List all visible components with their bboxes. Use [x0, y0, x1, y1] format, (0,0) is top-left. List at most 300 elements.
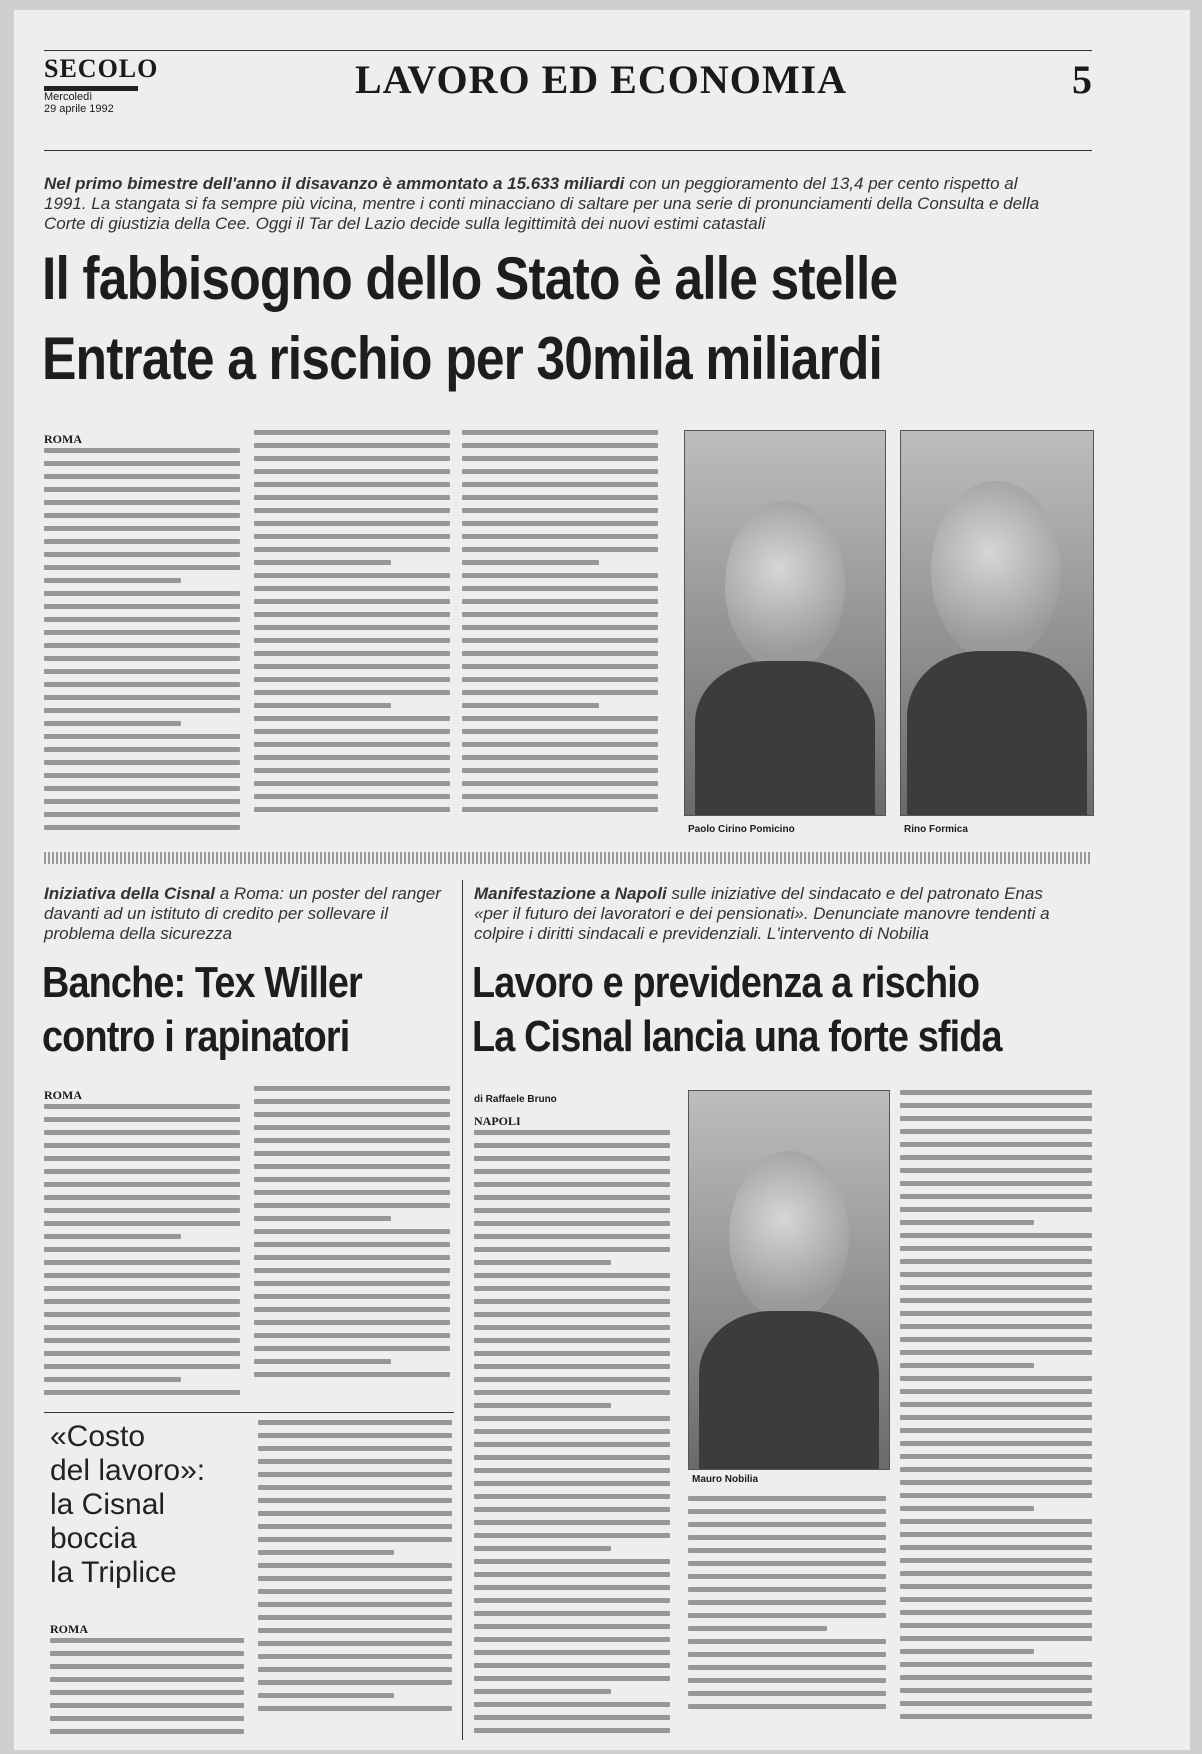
body-text-line: [688, 1665, 886, 1670]
body-text-line: [474, 1650, 670, 1655]
body-text-line: [44, 1364, 240, 1369]
body-text-line: [254, 690, 450, 695]
body-text-line: [44, 760, 240, 765]
body-text-line: [474, 1546, 611, 1551]
body-text-line: [474, 1702, 670, 1707]
right-headline-line1: Lavoro e previdenza a rischio: [472, 958, 980, 1007]
body-text-line: [900, 1207, 1092, 1212]
body-text-line: [462, 638, 658, 643]
body-text-line: [462, 716, 658, 721]
body-text-line: [50, 1664, 244, 1669]
body-text-line: [258, 1537, 452, 1542]
body-text-line: [44, 617, 240, 622]
body-text-line: [474, 1442, 670, 1447]
body-text-line: [50, 1729, 244, 1734]
body-text-line: [44, 1377, 181, 1382]
body-text-line: [254, 1138, 450, 1143]
body-text-line: [44, 799, 240, 804]
body-text-line: [474, 1403, 611, 1408]
body-text-line: [44, 1195, 240, 1200]
body-text-line: [258, 1680, 452, 1685]
body-text-line: [44, 1208, 240, 1213]
body-text-line: [44, 656, 240, 661]
body-text-line: [462, 508, 658, 513]
right-kicker-bold: Manifestazione a Napoli: [474, 884, 667, 903]
body-text-line: [258, 1654, 452, 1659]
portrait-face: [931, 481, 1061, 661]
body-text-line: [44, 825, 240, 830]
body-text-line: [688, 1652, 886, 1657]
body-text-line: [688, 1691, 886, 1696]
body-text-line: [44, 1312, 240, 1317]
body-text-line: [900, 1402, 1092, 1407]
body-text-line: [254, 521, 450, 526]
body-text-line: [474, 1533, 670, 1538]
body-text-line: [44, 474, 240, 479]
body-text-line: [462, 742, 658, 747]
body-text-line: [474, 1286, 670, 1291]
body-text-line: [258, 1693, 394, 1698]
body-text-line: [474, 1676, 670, 1681]
body-text-line: [44, 734, 240, 739]
body-text-line: [254, 1268, 450, 1273]
section-divider: [44, 852, 1092, 864]
body-text-line: [44, 513, 240, 518]
body-text-line: [900, 1493, 1092, 1498]
body-text-line: [474, 1351, 670, 1356]
photo-nobilia: [688, 1090, 890, 1470]
body-text-line: [462, 469, 658, 474]
body-text-line: [254, 1255, 450, 1260]
body-text-line: [44, 1130, 240, 1135]
body-text-line: [900, 1090, 1092, 1095]
body-text-line: [462, 690, 658, 695]
body-text-line: [474, 1195, 670, 1200]
body-text-line: [900, 1454, 1092, 1459]
body-text-line: [44, 786, 240, 791]
body-text-line: [688, 1548, 886, 1553]
body-text-line: [254, 1281, 450, 1286]
body-text-line: [254, 1242, 450, 1247]
body-text-line: [900, 1662, 1092, 1667]
body-text-line: [44, 812, 240, 817]
body-text-line: [254, 729, 450, 734]
body-text-line: [474, 1169, 670, 1174]
body-text-line: [254, 1190, 450, 1195]
body-text-line: [254, 1229, 450, 1234]
photo-pomicino: [684, 430, 886, 816]
body-text-line: [44, 747, 240, 752]
photo-caption-formica: Rino Formica: [904, 824, 968, 835]
body-text-line: [254, 1216, 391, 1221]
body-text-line: [254, 1125, 450, 1130]
body-text-line: [254, 1346, 450, 1351]
body-text-line: [258, 1511, 452, 1516]
body-text-line: [254, 469, 450, 474]
right-story-column-1: [474, 1112, 670, 1742]
body-text-line: [900, 1129, 1092, 1134]
sidebar-headline-line: la Triplice: [50, 1556, 177, 1589]
sidebar-dateline: ROMA: [50, 1622, 88, 1636]
body-text-line: [900, 1532, 1092, 1537]
sidebar-headline-line: boccia: [50, 1522, 137, 1555]
body-text-line: [254, 755, 450, 760]
body-text-line: [44, 630, 240, 635]
body-text-line: [44, 526, 240, 531]
body-text-line: [474, 1507, 670, 1512]
photo-caption-pomicino: Paolo Cirino Pomicino: [688, 824, 795, 835]
left-headline-line1: Banche: Tex Willer: [42, 958, 362, 1007]
body-text-line: [900, 1116, 1092, 1121]
body-text-line: [474, 1715, 670, 1720]
body-text-line: [474, 1468, 670, 1473]
body-text-line: [44, 591, 240, 596]
left-kicker-bold: Iniziativa della Cisnal: [44, 884, 216, 903]
body-text-line: [900, 1350, 1092, 1355]
body-text-line: [462, 807, 658, 812]
body-text-line: [474, 1429, 670, 1434]
body-text-line: [50, 1651, 244, 1656]
sidebar-headline-line: la Cisnal: [50, 1488, 166, 1521]
body-text-line: [900, 1376, 1092, 1381]
body-text-line: [900, 1571, 1092, 1576]
left-story-dateline: ROMA: [44, 1088, 82, 1102]
body-text-line: [900, 1103, 1092, 1108]
right-byline: di Raffaele Bruno: [474, 1094, 557, 1105]
body-text-line: [900, 1467, 1092, 1472]
body-text-line: [44, 539, 240, 544]
body-text-line: [44, 1260, 240, 1265]
body-text-line: [900, 1623, 1092, 1628]
body-text-line: [254, 1203, 450, 1208]
body-text-line: [462, 781, 658, 786]
body-text-line: [258, 1641, 452, 1646]
portrait-face: [729, 1151, 849, 1321]
body-text-line: [44, 773, 240, 778]
body-text-line: [688, 1496, 886, 1501]
body-text-line: [900, 1311, 1092, 1316]
body-text-line: [44, 1234, 181, 1239]
body-text-line: [900, 1181, 1092, 1186]
body-text-line: [50, 1638, 244, 1643]
body-text-line: [474, 1130, 670, 1135]
body-text-line: [474, 1598, 670, 1603]
body-text-line: [900, 1389, 1092, 1394]
body-text-line: [900, 1155, 1092, 1160]
body-text-line: [474, 1156, 670, 1161]
body-text-line: [474, 1481, 670, 1486]
body-text-line: [900, 1363, 1034, 1368]
body-text-line: [474, 1520, 670, 1525]
body-text-line: [900, 1220, 1034, 1225]
body-text-line: [462, 703, 599, 708]
sidebar-top-rule: [44, 1412, 454, 1413]
right-headline-line2: La Cisnal lancia una forte sfida: [472, 1012, 1002, 1061]
body-text-line: [900, 1324, 1092, 1329]
body-text-line: [44, 1338, 240, 1343]
body-text-line: [258, 1472, 452, 1477]
body-text-line: [474, 1234, 670, 1239]
body-text-line: [254, 1372, 450, 1377]
body-text-line: [688, 1509, 886, 1514]
body-text-line: [462, 430, 658, 435]
body-text-line: [258, 1498, 452, 1503]
body-text-line: [688, 1522, 886, 1527]
left-kicker-text: a Roma: un poster del ranger davanti ad un istituto di credito per sollevare il problema della sicurezza: [44, 884, 441, 943]
body-text-line: [44, 682, 240, 687]
body-text-line: [462, 729, 658, 734]
body-text-line: [474, 1624, 670, 1629]
body-text-line: [254, 1294, 450, 1299]
sidebar-headline-line: «Costo: [50, 1420, 146, 1453]
body-text-line: [254, 768, 450, 773]
body-text-line: [254, 443, 450, 448]
top-story-column-2: [254, 430, 450, 840]
section-title: LAVORO ED ECONOMIA: [354, 57, 848, 102]
body-text-line: [258, 1706, 452, 1711]
body-text-line: [44, 1390, 240, 1395]
body-text-line: [474, 1143, 670, 1148]
body-text-line: [474, 1455, 670, 1460]
body-text-line: [254, 495, 450, 500]
body-text-line: [258, 1446, 452, 1451]
top-kicker: [44, 174, 1054, 234]
photo-formica: [900, 430, 1094, 816]
body-text-line: [258, 1550, 394, 1555]
body-text-line: [50, 1690, 244, 1695]
portrait-suit: [699, 1311, 879, 1469]
body-text-line: [44, 1286, 240, 1291]
body-text-line: [258, 1459, 452, 1464]
body-text-line: [44, 1247, 240, 1252]
body-text-line: [688, 1704, 886, 1709]
body-text-line: [254, 599, 450, 604]
left-story-column-2: [254, 1086, 450, 1400]
body-text-line: [254, 1112, 450, 1117]
body-text-line: [474, 1494, 670, 1499]
body-text-line: [254, 664, 450, 669]
body-text-line: [254, 547, 450, 552]
body-text-line: [44, 1117, 240, 1122]
masthead-day: Mercoledì: [44, 91, 93, 103]
body-text-line: [254, 703, 391, 708]
portrait-suit: [907, 651, 1087, 815]
body-text-line: [900, 1545, 1092, 1550]
body-text-line: [462, 534, 658, 539]
body-text-line: [254, 573, 450, 578]
body-text-line: [50, 1703, 244, 1708]
body-text-line: [462, 456, 658, 461]
body-text-line: [254, 1086, 450, 1091]
body-text-line: [474, 1182, 670, 1187]
body-text-line: [462, 625, 658, 630]
body-text-line: [688, 1561, 886, 1566]
body-text-line: [44, 695, 240, 700]
body-text-line: [258, 1667, 452, 1672]
body-text-line: [258, 1576, 452, 1581]
body-text-line: [44, 1221, 240, 1226]
body-text-line: [688, 1600, 886, 1605]
portrait-suit: [695, 661, 875, 815]
body-text-line: [258, 1589, 452, 1594]
body-text-line: [258, 1615, 452, 1620]
body-text-line: [258, 1485, 452, 1490]
body-text-line: [44, 487, 240, 492]
body-text-line: [254, 1359, 391, 1364]
right-kicker-text: sulle iniziative del sindacato e del patronato Enas «per il futuro dei lavoratori e dei pensionati». Denunciate manovre tendenti a colpire i diritti sindacali e previdenziali. L'intervento di Nobilia: [474, 884, 1050, 943]
body-text-line: [462, 755, 658, 760]
body-text-line: [462, 664, 658, 669]
body-text-line: [254, 1164, 450, 1169]
body-text-line: [254, 677, 450, 682]
body-text-line: [900, 1584, 1092, 1589]
body-text-line: [44, 1156, 240, 1161]
body-text-line: [44, 643, 240, 648]
body-text-line: [258, 1628, 452, 1633]
body-text-line: [688, 1639, 886, 1644]
body-text-line: [900, 1597, 1092, 1602]
body-text-line: [462, 794, 658, 799]
body-text-line: [474, 1325, 670, 1330]
body-text-line: [900, 1688, 1092, 1693]
body-text-line: [900, 1519, 1092, 1524]
body-text-line: [900, 1610, 1092, 1615]
body-text-line: [688, 1678, 886, 1683]
body-text-line: [462, 586, 658, 591]
body-text-line: [254, 508, 450, 513]
body-text-line: [474, 1728, 670, 1733]
body-text-line: [474, 1377, 670, 1382]
body-text-line: [254, 781, 450, 786]
right-story-column-2: [688, 1496, 886, 1742]
body-text-line: [474, 1299, 670, 1304]
body-text-line: [462, 495, 658, 500]
body-text-line: [462, 651, 658, 656]
left-story-column-1: [44, 1086, 240, 1400]
body-text-line: [462, 560, 599, 565]
body-text-line: [474, 1221, 670, 1226]
sidebar-column-1: [50, 1620, 244, 1740]
body-text-line: [44, 578, 181, 583]
body-text-line: [900, 1701, 1092, 1706]
sidebar-column-2: [258, 1420, 452, 1740]
body-text-line: [900, 1142, 1092, 1147]
top-story-column-1: [44, 430, 240, 840]
body-text-line: [254, 807, 450, 812]
body-text-line: [50, 1716, 244, 1721]
left-kicker: [44, 884, 444, 944]
body-text-line: [254, 638, 450, 643]
left-headline-line2: contro i rapinatori: [42, 1012, 350, 1061]
body-text-line: [900, 1194, 1092, 1199]
body-text-line: [44, 669, 240, 674]
body-text-line: [254, 651, 450, 656]
body-text-line: [254, 1307, 450, 1312]
body-text-line: [900, 1246, 1092, 1251]
body-text-line: [44, 721, 181, 726]
body-text-line: [474, 1611, 670, 1616]
body-text-line: [462, 677, 658, 682]
body-text-line: [50, 1677, 244, 1682]
top-headline-line2: Entrate a rischio per 30mila miliardi: [42, 325, 882, 392]
body-text-line: [254, 716, 450, 721]
body-text-line: [44, 448, 240, 453]
masthead-date: 29 aprile 1992: [44, 103, 114, 115]
photo-caption-nobilia: Mauro Nobilia: [692, 1474, 759, 1485]
body-text-line: [258, 1433, 452, 1438]
body-text-line: [688, 1587, 886, 1592]
body-text-line: [900, 1285, 1092, 1290]
body-text-line: [254, 1177, 450, 1182]
body-text-line: [44, 1273, 240, 1278]
body-text-line: [44, 461, 240, 466]
header-bottom-rule: [44, 150, 1092, 151]
body-text-line: [474, 1312, 670, 1317]
body-text-line: [254, 1320, 450, 1325]
body-text-line: [44, 500, 240, 505]
body-text-line: [254, 625, 450, 630]
body-text-line: [254, 1333, 450, 1338]
body-text-line: [258, 1420, 452, 1425]
body-text-line: [254, 482, 450, 487]
body-text-line: [462, 482, 658, 487]
body-text-line: [474, 1260, 611, 1265]
masthead-name: SECOLO: [44, 54, 159, 83]
body-text-line: [44, 1182, 240, 1187]
body-text-line: [462, 573, 658, 578]
body-text-line: [474, 1663, 670, 1668]
body-text-line: [474, 1273, 670, 1278]
body-text-line: [900, 1415, 1092, 1420]
body-text-line: [900, 1441, 1092, 1446]
body-text-line: [900, 1272, 1092, 1277]
body-text-line: [44, 604, 240, 609]
body-text-line: [254, 612, 450, 617]
top-story-column-3: [462, 430, 658, 840]
top-kicker-bold: Nel primo bimestre dell'anno il disavanzo è ammontato a 15.633 miliardi: [44, 174, 625, 193]
body-text-line: [254, 430, 450, 435]
body-text-line: [44, 1169, 240, 1174]
sidebar-headline: [50, 1420, 205, 1590]
body-text-line: [900, 1649, 1034, 1654]
body-text-line: [474, 1689, 611, 1694]
right-story-column-3: [900, 1090, 1092, 1742]
body-text-line: [44, 552, 240, 557]
body-text-line: [254, 560, 391, 565]
body-text-line: [258, 1602, 452, 1607]
body-text-line: [44, 1104, 240, 1109]
body-text-line: [900, 1233, 1092, 1238]
body-text-line: [254, 742, 450, 747]
body-text-line: [474, 1208, 670, 1213]
header-top-rule: [44, 50, 1092, 51]
body-text-line: [474, 1247, 670, 1252]
top-kicker-text: con un peggioramento del 13,4 per cento rispetto al 1991. La stangata si fa sempre più vicina, mentre i conti minacciano di saltare per una serie di pronunciamenti della Consulta e della Corte di giustizia della Cee. Oggi il Tar del Lazio decide sulla legittimità dei nuovi estimi catastali: [44, 174, 1040, 233]
body-text-line: [688, 1613, 886, 1618]
body-text-line: [44, 708, 240, 713]
body-text-line: [900, 1337, 1092, 1342]
body-text-line: [44, 565, 240, 570]
body-text-line: [462, 443, 658, 448]
right-story-dateline: NAPOLI: [474, 1114, 521, 1128]
body-text-line: [474, 1416, 670, 1421]
body-text-line: [474, 1585, 670, 1590]
body-text-line: [474, 1572, 670, 1577]
body-text-line: [44, 1351, 240, 1356]
sidebar-headline-line: del lavoro»:: [50, 1454, 206, 1487]
body-text-line: [254, 586, 450, 591]
body-text-line: [900, 1480, 1092, 1485]
